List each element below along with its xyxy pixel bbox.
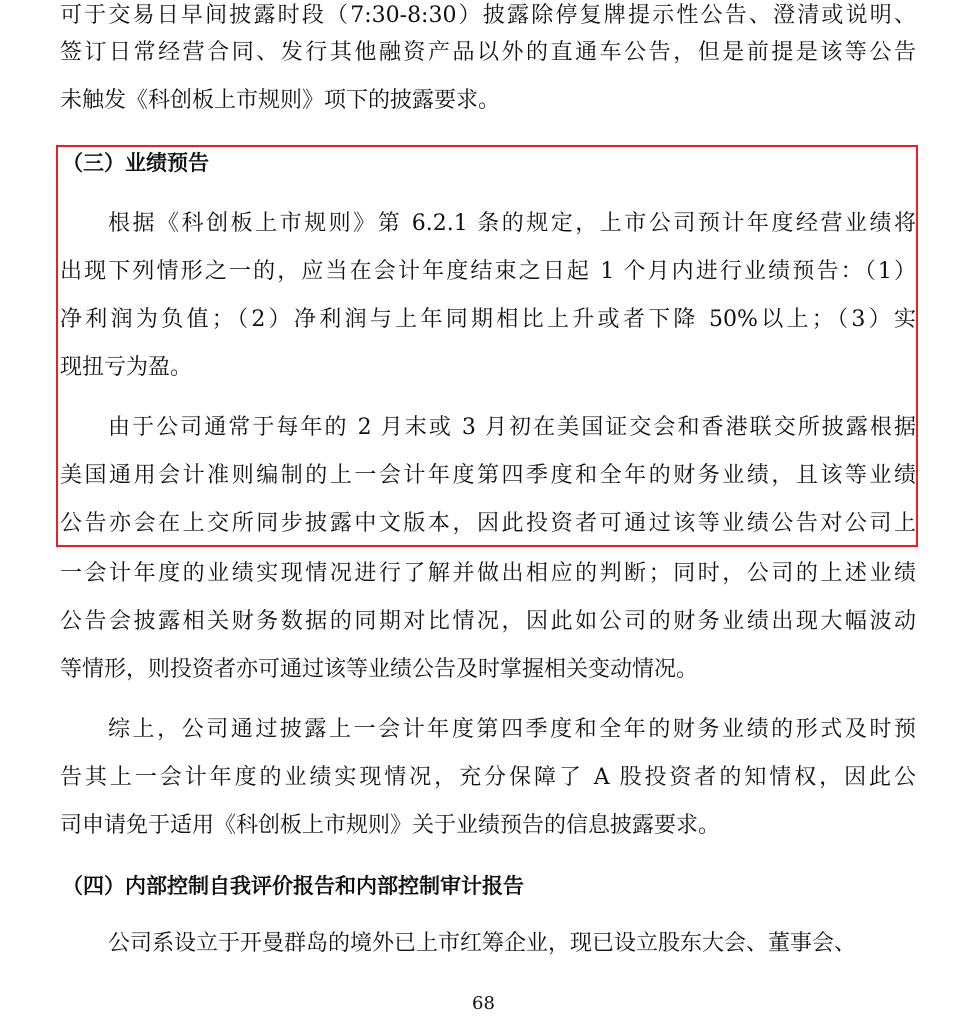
intro-line-3: 未触发《科创板上市规则》项下的披露要求。 [60,88,501,113]
s3-p2-line-4: 一会计年度的业绩实现情况进行了解并做出相应的判断；同时，公司的上述业绩 [60,561,916,586]
s3-p2-line-1: 由于公司通常于每年的 2 月末或 3 月初在美国证交会和香港联交所披露根据 [108,415,916,440]
s3-p3-line-1: 综上，公司通过披露上一会计年度第四季度和全年的财务业绩的形式及时预 [108,717,916,742]
s3-p2-line-3: 公告亦会在上交所同步披露中文版本，因此投资者可通过该等业绩公告对公司上 [60,511,916,536]
s3-p3-line-3: 司申请免于适用《科创板上市规则》关于业绩预告的信息披露要求。 [60,813,721,838]
s4-p1-line-1: 公司系设立于开曼群岛的境外已上市红筹企业，现已设立股东大会、董事会、 [108,931,857,956]
s3-p2-line-6: 等情形，则投资者亦可通过该等业绩公告及时掌握相关变动情况。 [60,657,699,682]
s3-p1-line-4: 现扭亏为盈。 [60,355,193,380]
section-heading-3: （三）业绩预告 [62,150,209,175]
s3-p2-line-2: 美国通用会计准则编制的上一会计年度第四季度和全年的财务业绩，且该等业绩 [60,463,916,488]
s3-p3-line-2: 告其上一会计年度的业绩实现情况，充分保障了 A 股投资者的知情权，因此公 [60,765,916,790]
section-heading-4: （四）内部控制自我评价报告和内部控制审计报告 [62,873,524,898]
page-number: 68 [472,993,495,1014]
s3-p2-line-5: 公告会披露相关财务数据的同期对比情况，因此如公司的财务业绩出现大幅波动 [60,609,916,634]
s3-p1-line-2: 出现下列情形之一的，应当在会计年度结束之日起 1 个月内进行业绩预告：（1） [60,259,916,284]
s3-p1-line-1: 根据《科创板上市规则》第 6.2.1 条的规定，上市公司预计年度经营业绩将 [108,211,916,236]
s3-p1-line-3: 净利润为负值；（2）净利润与上年同期相比上升或者下降 50%以上；（3）实 [60,307,916,332]
intro-line-2: 签订日常经营合同、发行其他融资产品以外的直通车公告，但是前提是该等公告 [60,40,916,65]
intro-line-1: 可于交易日早间披露时段（7:30-8:30）披露除停复牌提示性公告、澄清或说明、 [60,3,916,28]
